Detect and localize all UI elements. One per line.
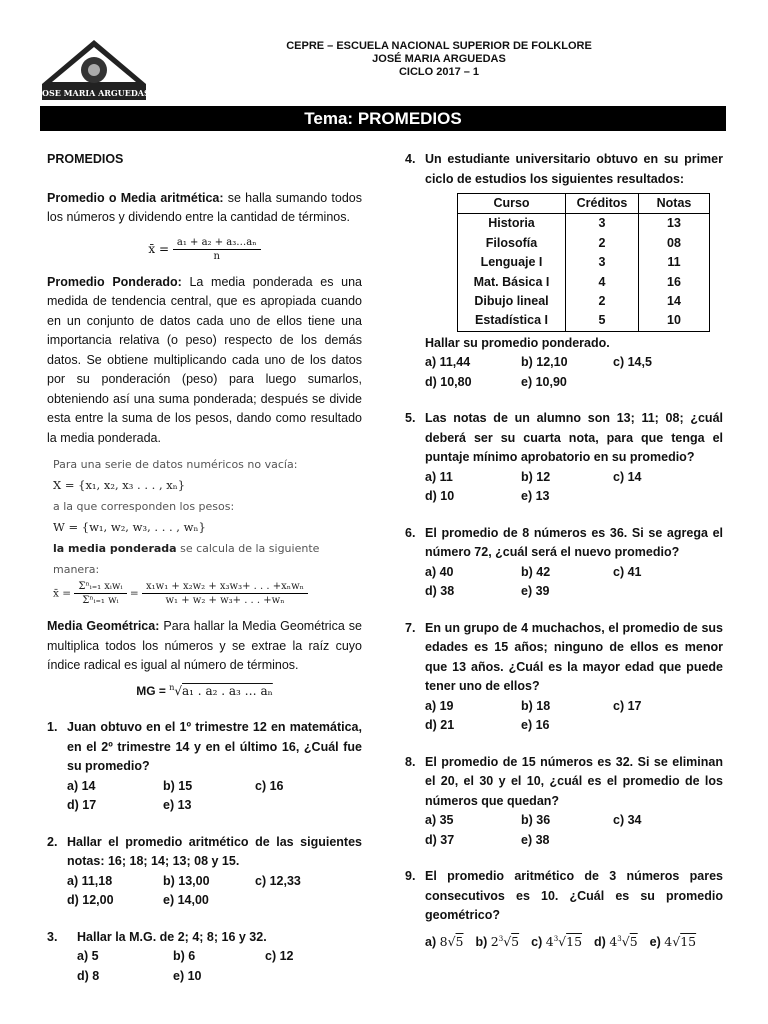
geometric-mean-paragraph: Media Geométrica: Para hallar la Media Geométrica se multiplica todos los números y se extrae la raíz cuyo índice radical es igual al número de términos. bbox=[47, 619, 363, 672]
answer-option: e) 10,90 bbox=[521, 374, 567, 389]
answer-option: d) 10,80 bbox=[425, 374, 472, 389]
answer-option: c) 14,5 bbox=[613, 355, 652, 370]
answer-option: d) 38 bbox=[425, 584, 455, 599]
question-8: 8. El promedio de 15 números es 32. Si se eliminan el 20, el 30 y el 10, ¿cuál es el promedio de los números que quedan? a) 35 b) 36 c) 34 d) 37 e) 38 bbox=[405, 753, 723, 851]
answer-option: b) 36 bbox=[521, 813, 551, 828]
answer-option: a) 11,44 bbox=[425, 355, 471, 370]
right-column bbox=[405, 150, 723, 953]
answer-option: b) $2^3√5$ bbox=[475, 934, 520, 949]
table-row: Lenguaje I 3 11 bbox=[458, 253, 710, 272]
table-row: Historia 3 13 bbox=[458, 214, 710, 234]
document-header bbox=[0, 40, 768, 79]
answer-option: a) 19 bbox=[425, 698, 454, 713]
grades-table bbox=[457, 193, 710, 332]
answer-option: a) 40 bbox=[425, 564, 454, 579]
table-row: Mat. Básica I 4 16 bbox=[458, 273, 710, 292]
answer-option: d) 37 bbox=[425, 832, 455, 847]
answer-option: d) 12,00 bbox=[67, 893, 114, 907]
answer-option: a) 11 bbox=[425, 469, 453, 484]
answer-option: b) 13,00 bbox=[163, 873, 210, 888]
answer-option: c) 41 bbox=[613, 564, 642, 579]
answer-option: a) 14 bbox=[67, 778, 96, 793]
question-2: 2. Hallar el promedio aritmético de las siguientes notas: 16; 18; 14; 13; 08 y 15. a) 11,18 b) 13,00 c) 12,33 d) 12,00 e) 14,00 bbox=[47, 833, 362, 911]
answer-option: b) 6 bbox=[173, 949, 196, 963]
geometric-mean-formula: MG = $^n$√a₁ . a₂ . a₃ … aₙ bbox=[136, 682, 273, 698]
svg-text:JOSE MARIA ARGUEDAS: JOSE MARIA ARGUEDAS bbox=[38, 88, 150, 98]
answer-option: e) 4√15 bbox=[649, 934, 697, 949]
answer-option: c) $4^3√15$ bbox=[531, 934, 583, 949]
answer-option: c) 12 bbox=[265, 949, 294, 963]
question-3: 3. Hallar la M.G. de 2; 4; 8; 16 y 32. a) 5 b) 6 c) 12 d) 8 e) 10 bbox=[47, 928, 362, 987]
table-header: Curso bbox=[458, 194, 566, 214]
header-line2: JOSÉ MARIA ARGUEDAS bbox=[372, 53, 506, 65]
answer-option: c) 16 bbox=[255, 778, 284, 793]
table-header: Créditos bbox=[566, 194, 639, 214]
topic-title: Tema: PROMEDIOS bbox=[40, 106, 726, 131]
question-7: 7. En un grupo de 4 muchachos, el promedio de sus edades es 15 años; ninguno de ellos es menor que 13 años. ¿Cuál es la mayor edad que puede tener uno de ellos? a) 19 b) 18 c) 17 d) 21 e) 16 bbox=[405, 619, 723, 736]
answer-option: b) 42 bbox=[521, 564, 551, 579]
answer-option: a) 35 bbox=[425, 813, 454, 828]
left-column bbox=[47, 150, 362, 986]
header-line3: CICLO 2017 – 1 bbox=[398, 66, 480, 78]
answer-option: a) 11,18 bbox=[67, 873, 113, 888]
answer-option: e) 38 bbox=[521, 832, 550, 847]
answer-option: e) 14,00 bbox=[163, 893, 209, 907]
answer-option: d) $4^3√5$ bbox=[594, 934, 638, 949]
question-9: 9. El promedio aritmético de 3 números pares consecutivos es 10. ¿Cuál es su promedio geométrico? a) 8√5 b) $2^3√5$ c) $4^3√15$ d) $4^3√5$ e) 4√15 bbox=[405, 867, 723, 952]
answer-option: e) 16 bbox=[521, 718, 550, 733]
answer-option: e) 13 bbox=[163, 798, 192, 812]
answer-option: b) 12,10 bbox=[521, 355, 568, 370]
answer-option: e) 10 bbox=[173, 968, 202, 983]
question-1: 1. Juan obtuvo en el 1º trimestre 12 en matemática, en el 2º trimestre 14 y en el último 16, ¿Cuál fue su promedio? a) 14 b) 15 c) 16 d) 17 e) 13 bbox=[47, 718, 362, 816]
answer-option: d) 8 bbox=[77, 968, 100, 983]
weighted-mean-paragraph: Promedio Ponderado: La media ponderada es una medida de tendencia central, que es apropiada cuando en un conjunto de datos cada uno de ellos tiene una importancia relativa (o peso) respecto de los demás datos. Se obtiene multiplicando cada uno de los datos por su ponderación (peso) para luego sumarlos, obteniendo así una suma ponderada; después se divide esta entre la suma de los pesos, dando como resultado la media ponderada. bbox=[47, 274, 362, 445]
answer-option: a) 5 bbox=[77, 949, 99, 963]
table-header: Notas bbox=[639, 194, 710, 214]
arithmetic-mean-paragraph: Promedio o Media aritmética: se halla sumando todos los números y dividendo entre la cantidad de términos. bbox=[47, 190, 362, 224]
question-6: 6. El promedio de 8 números es 36. Si se agrega el número 72, ¿cuál será el nuevo promedio? a) 40 b) 42 c) 41 d) 38 e) 39 bbox=[405, 524, 723, 602]
answer-option: b) 12 bbox=[521, 469, 551, 484]
table-row: Estadística I 5 10 bbox=[458, 311, 710, 331]
question-4: 4. Un estudiante universitario obtuvo en su primer ciclo de estudios los siguientes resultados: Curso Créditos Notas Historia 3 13 Filosofía 2 08 Lenguaje I 3 11 Mat. Básica I 4 16 Dibujo lineal 2 14 Estadística I 5 10 Hallar su promedio ponderado. a) 11,44 b) 12,10 c) 14,5 d) 10,80 e) 10,90 bbox=[405, 150, 723, 392]
answer-option: d) 21 bbox=[425, 718, 455, 733]
answer-option: c) 34 bbox=[613, 813, 642, 828]
header-line1: CEPRE – ESCUELA NACIONAL SUPERIOR DE FOLKLORE bbox=[286, 40, 592, 52]
answer-option: b) 15 bbox=[163, 778, 193, 793]
answer-option: e) 39 bbox=[521, 584, 550, 599]
table-row: Filosofía 2 08 bbox=[458, 234, 710, 253]
answer-option: e) 13 bbox=[521, 489, 550, 504]
section-title: PROMEDIOS bbox=[47, 152, 124, 166]
answer-option: c) 12,33 bbox=[255, 873, 301, 888]
weighted-mean-definition: Para una serie de datos numéricos no vacía: X = {x₁, x₂, x₃ . . . , xₙ} a la que corresponden los pesos: W = {w₁, w₂, w₃, . . . , wₙ} la media ponderada se calcula de la siguiente manera: x̄ = $\frac{\text{Σⁿᵢ₌₁ xᵢwᵢ}}{\text{Σⁿᵢ₌₁ wᵢ}}$ = $\frac{\text{x₁w₁ + x₂w₂ + x₃w₃+ . . . +xₙwₙ}}{\text{w₁ + w₂ + w₃+ . . . +wₙ}}$ bbox=[53, 458, 320, 606]
answer-option: d) 17 bbox=[67, 798, 97, 812]
answer-option: a) 8√5 bbox=[425, 934, 464, 949]
answer-option: c) 17 bbox=[613, 698, 642, 713]
answer-option: d) 10 bbox=[425, 489, 455, 504]
arithmetic-mean-formula: x̄ = $\frac{\text{a₁ + a₂ + a₃…aₙ}}{n}$ bbox=[47, 236, 362, 263]
table-row: Dibujo lineal 2 14 bbox=[458, 292, 710, 311]
question-5: 5. Las notas de un alumno son 13; 11; 08; ¿cuál deberá ser su cuarta nota, para que tenga el puntaje mínimo aprobatorio en su promedio? a) 11 b) 12 c) 14 d) 10 e) 13 bbox=[405, 409, 723, 507]
answer-option: c) 14 bbox=[613, 469, 642, 484]
answer-option: b) 18 bbox=[521, 698, 551, 713]
